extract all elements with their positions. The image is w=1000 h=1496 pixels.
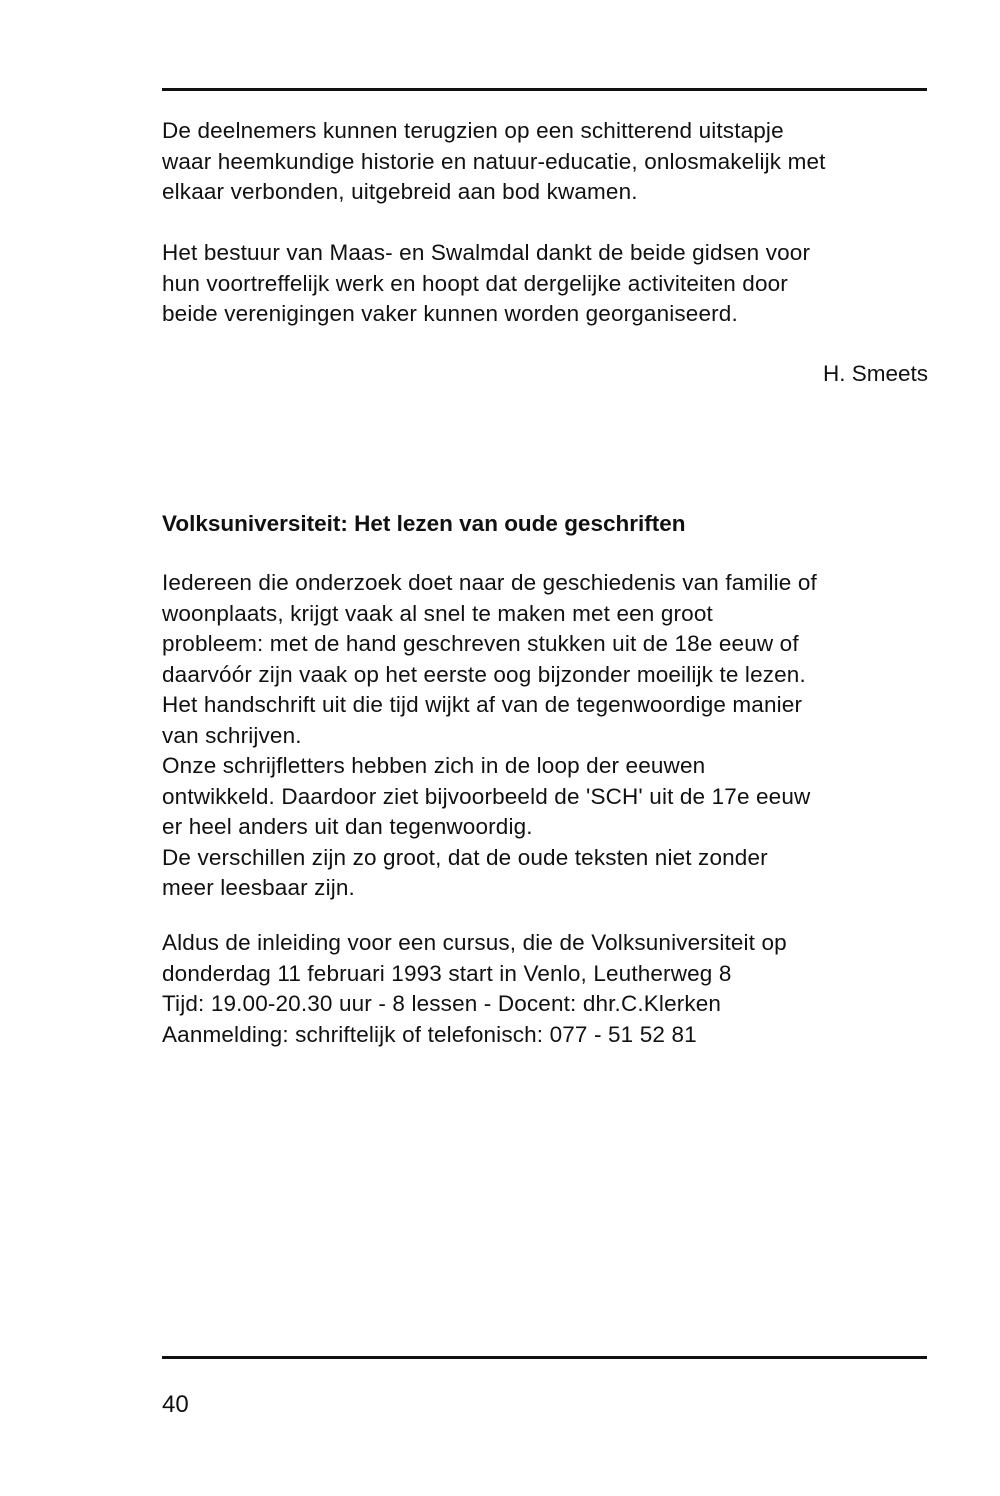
section-heading: Volksuniversiteit: Het lezen van oude geschriften bbox=[162, 511, 686, 536]
text-line: ontwikkeld. Daardoor ziet bijvoorbeeld de 'SCH' uit de 17e eeuw bbox=[162, 783, 811, 809]
text-line: Tijd: 19.00-20.30 uur - 8 lessen - Docent: dhr.C.Klerken bbox=[162, 991, 722, 1016]
paragraph-board-thanks bbox=[162, 238, 932, 330]
text-line: er heel anders uit dan tegenwoordig. bbox=[162, 814, 533, 839]
top-rule bbox=[162, 88, 927, 91]
author-signature: H. Smeets bbox=[822, 361, 928, 386]
text-line: Aldus de inleiding voor een cursus, die de Volksuniversiteit op bbox=[162, 930, 787, 955]
text-line: hun voortreffelijk werk en hoopt dat dergelijke activiteiten door bbox=[162, 270, 788, 296]
paragraph-excursion-summary bbox=[162, 116, 932, 208]
text-line: Iedereen die onderzoek doet naar de geschiedenis van familie of bbox=[162, 570, 817, 595]
text-line: Aanmelding: schriftelijk of telefonisch: 077 - 51 52 81 bbox=[162, 1021, 697, 1047]
text-line: elkaar verbonden, uitgebreid aan bod kwamen. bbox=[162, 179, 638, 204]
bottom-rule bbox=[162, 1356, 927, 1359]
text-line: van schrijven. bbox=[162, 722, 302, 748]
paragraph-course-intro bbox=[162, 568, 932, 904]
text-line: Het bestuur van Maas- en Swalmdal dankt de beide gidsen voor bbox=[162, 240, 811, 265]
page-number: 40 bbox=[162, 1391, 189, 1418]
text-line: Het handschrift uit die tijd wijkt af van de tegenwoordige manier bbox=[162, 692, 803, 717]
text-line: beide verenigingen vaker kunnen worden georganiseerd. bbox=[162, 301, 738, 326]
text-line: probleem: met de hand geschreven stukken uit de 18e eeuw of bbox=[162, 631, 799, 656]
text-line: daarvóór zijn vaak op het eerste oog bijzonder moeilijk te lezen. bbox=[162, 661, 806, 687]
text-line: De deelnemers kunnen terugzien op een schitterend uitstapje bbox=[162, 118, 784, 143]
text-line: donderdag 11 februari 1993 start in Venlo, Leutherweg 8 bbox=[162, 960, 732, 986]
text-line: Onze schrijfletters hebben zich in de loop der eeuwen bbox=[162, 753, 706, 778]
text-line: waar heemkundige historie en natuur-educatie, onlosmakelijk met bbox=[162, 148, 826, 174]
text-line: woonplaats, krijgt vaak al snel te maken met een groot bbox=[162, 600, 713, 626]
paragraph-course-details bbox=[162, 928, 932, 1050]
text-line: meer leesbaar zijn. bbox=[162, 875, 355, 900]
text-line: De verschillen zijn zo groot, dat de oude teksten niet zonder bbox=[162, 844, 768, 870]
